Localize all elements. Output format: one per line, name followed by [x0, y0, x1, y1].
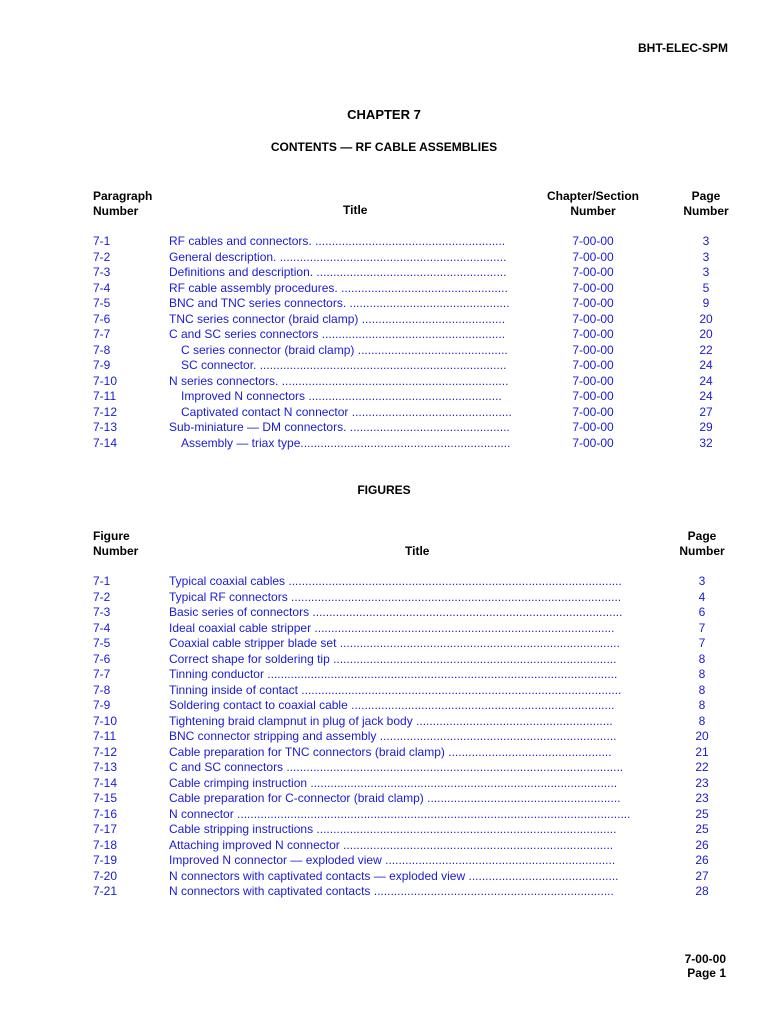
- col-header-section-line1: Chapter/Section: [546, 189, 639, 203]
- figure-page-link[interactable]: 7: [698, 636, 706, 650]
- section-number-link[interactable]: 7-00-00: [572, 296, 614, 310]
- page-number-link[interactable]: 22: [699, 342, 713, 357]
- figure-page-link[interactable]: 26: [695, 853, 709, 867]
- figure-page-link[interactable]: 21: [695, 744, 709, 759]
- paragraph-title-link[interactable]: RF cable assembly procedures. ..................................................: [169, 280, 508, 295]
- col-header-page-line2: Number: [683, 204, 729, 218]
- figure-row[interactable]: [0, 590, 768, 606]
- contents-row[interactable]: [0, 234, 768, 250]
- contents-title: CONTENTS — RF CABLE ASSEMBLIES: [270, 140, 498, 154]
- figure-number-link[interactable]: 7-14: [93, 775, 118, 790]
- paragraph-number-link[interactable]: 7-9: [93, 358, 111, 372]
- document-code: BHT-ELEC-SPM: [638, 41, 728, 55]
- figure-title-link[interactable]: Tightening braid clampnut in plug of jack body ...........................................................: [169, 713, 613, 728]
- figure-page-link[interactable]: 8: [698, 713, 706, 728]
- figure-row[interactable]: [0, 853, 768, 869]
- section-number-link[interactable]: 7-00-00: [572, 327, 614, 341]
- section-number-link[interactable]: 7-00-00: [572, 373, 614, 388]
- paragraph-number-link[interactable]: 7-6: [93, 311, 111, 326]
- figure-row[interactable]: [0, 807, 768, 823]
- section-number-link[interactable]: 7-00-00: [572, 389, 614, 403]
- contents-row[interactable]: [0, 358, 768, 374]
- figure-row[interactable]: [0, 652, 768, 668]
- figure-title-link[interactable]: C and SC connectors .....................................................................................................: [169, 760, 624, 774]
- contents-row[interactable]: [0, 343, 768, 359]
- figure-number-link[interactable]: 7-17: [93, 822, 118, 836]
- figure-row[interactable]: [0, 574, 768, 590]
- section-number-link[interactable]: 7-00-00: [572, 249, 614, 264]
- figure-title-link[interactable]: Ideal coaxial cable stripper ..........................................................................................: [169, 620, 615, 635]
- figure-number-link[interactable]: 7-6: [93, 651, 111, 666]
- figure-title-link[interactable]: Basic series of connectors .............................................................................................: [169, 605, 623, 619]
- contents-row[interactable]: [0, 389, 768, 405]
- col-header-figure-title: Title: [405, 544, 430, 558]
- figure-number-link[interactable]: 7-4: [93, 620, 111, 635]
- paragraph-title-link[interactable]: N series connectors. ....................................................................: [169, 373, 509, 388]
- paragraph-title-link[interactable]: TNC series connector (braid clamp) ...........................................: [169, 311, 506, 326]
- contents-row[interactable]: [0, 436, 768, 452]
- figure-title-link[interactable]: Correct shape for soldering tip .....................................................................................: [169, 651, 617, 666]
- contents-row[interactable]: [0, 327, 768, 343]
- paragraph-title-link[interactable]: Captivated contact N connector ................................................: [181, 404, 512, 419]
- paragraph-number-link[interactable]: 7-1: [93, 234, 111, 248]
- paragraph-number-link[interactable]: 7-13: [93, 420, 118, 434]
- contents-row[interactable]: [0, 374, 768, 390]
- page-number-link[interactable]: 20: [699, 311, 713, 326]
- figures-title: FIGURES: [357, 483, 411, 497]
- page-footer: [685, 952, 726, 980]
- figure-number-link[interactable]: 7-10: [93, 713, 118, 728]
- contents-row[interactable]: [0, 312, 768, 328]
- figure-row[interactable]: [0, 636, 768, 652]
- page-number-link[interactable]: 27: [699, 404, 713, 419]
- figure-title-link[interactable]: N connectors with captivated contacts ........................................................................: [169, 884, 614, 898]
- figure-number-link[interactable]: 7-12: [93, 744, 118, 759]
- figure-number-link[interactable]: 7-20: [93, 868, 118, 883]
- figure-page-link[interactable]: 27: [695, 868, 709, 883]
- figure-title-link[interactable]: Tinning conductor .........................................................................................................: [169, 667, 618, 681]
- paragraph-title-link[interactable]: Improved N connectors ..........................................................: [181, 389, 502, 403]
- figure-number-link[interactable]: 7-9: [93, 698, 111, 712]
- figure-number-link[interactable]: 7-21: [93, 884, 118, 898]
- section-number-link[interactable]: 7-00-00: [572, 265, 614, 279]
- figure-page-link[interactable]: 6: [698, 605, 706, 619]
- paragraph-title-link[interactable]: BNC and TNC series connectors. ................................................: [169, 296, 510, 310]
- page-number-link[interactable]: 24: [699, 373, 713, 388]
- figure-page-link[interactable]: 8: [698, 698, 706, 712]
- col-header-section: [545, 189, 641, 219]
- figure-title-link[interactable]: Cable crimping instruction ............................................................................................: [169, 775, 618, 790]
- footer-section: 7-00-00: [684, 952, 726, 966]
- page-number-link[interactable]: 32: [699, 435, 713, 450]
- col-header-figure-line2: Number: [93, 544, 139, 558]
- col-header-page: [676, 189, 736, 219]
- paragraph-title-link[interactable]: Assembly — triax type...............................................................: [181, 435, 511, 450]
- figure-row[interactable]: [0, 683, 768, 699]
- section-number-link[interactable]: 7-00-00: [572, 358, 614, 372]
- page-number-link[interactable]: 24: [699, 389, 713, 403]
- contents-table: [0, 234, 768, 451]
- section-number-link[interactable]: 7-00-00: [572, 311, 614, 326]
- figure-title-link[interactable]: Improved N connector — exploded view .....................................................................: [169, 853, 616, 867]
- figure-row[interactable]: [0, 760, 768, 776]
- page-number-link[interactable]: 3: [702, 234, 710, 248]
- col-header-figure-page-line2: Number: [679, 544, 725, 558]
- section-number-link[interactable]: 7-00-00: [572, 342, 614, 357]
- figure-title-link[interactable]: BNC connector stripping and assembly .......................................................................: [169, 729, 617, 743]
- figure-title-link[interactable]: Typical coaxial cables ....................................................................................................: [169, 574, 622, 588]
- paragraph-title-link[interactable]: C series connector (braid clamp) .............................................: [181, 342, 508, 357]
- figure-row[interactable]: [0, 605, 768, 621]
- figure-row[interactable]: [0, 838, 768, 854]
- figure-title-link[interactable]: Cable preparation for C-connector (braid clamp) ..........................................................: [169, 791, 621, 805]
- figure-page-link[interactable]: 28: [695, 884, 709, 898]
- footer-page-number: Page 1: [687, 966, 726, 980]
- figure-page-link[interactable]: 8: [698, 651, 706, 666]
- figure-title-link[interactable]: Cable preparation for TNC connectors (braid clamp) .................................................: [169, 744, 612, 759]
- page-number-link[interactable]: 29: [699, 420, 713, 434]
- figure-page-link[interactable]: 7: [698, 620, 706, 635]
- col-header-section-line2: Number: [570, 204, 616, 218]
- col-header-figure: [93, 529, 138, 559]
- figure-page-link[interactable]: 26: [695, 837, 709, 852]
- figure-number-link[interactable]: 7-8: [93, 682, 111, 697]
- figure-page-link[interactable]: 20: [695, 729, 709, 743]
- figure-number-link[interactable]: 7-15: [93, 791, 118, 805]
- paragraph-title-link[interactable]: RF cables and connectors. .........................................................: [169, 234, 506, 248]
- paragraph-title-link[interactable]: SC connector. ..........................................................................: [181, 358, 507, 372]
- figure-number-link[interactable]: 7-13: [93, 760, 118, 774]
- figure-row[interactable]: [0, 698, 768, 714]
- figure-page-link[interactable]: 8: [698, 682, 706, 697]
- figure-row[interactable]: [0, 822, 768, 838]
- page-number-link[interactable]: 9: [702, 296, 710, 310]
- section-number-link[interactable]: 7-00-00: [572, 404, 614, 419]
- chapter-title: CHAPTER 7: [347, 107, 421, 122]
- figure-row[interactable]: [0, 621, 768, 637]
- figure-number-link[interactable]: 7-3: [93, 605, 111, 619]
- paragraph-number-link[interactable]: 7-12: [93, 404, 118, 419]
- figure-row[interactable]: [0, 869, 768, 885]
- figure-title-link[interactable]: Soldering contact to coaxial cable ...............................................................................: [169, 698, 615, 712]
- contents-row[interactable]: [0, 265, 768, 281]
- figure-number-link[interactable]: 7-2: [93, 589, 111, 604]
- page-number-link[interactable]: 5: [702, 280, 710, 295]
- paragraph-number-link[interactable]: 7-7: [93, 327, 111, 341]
- paragraph-number-link[interactable]: 7-2: [93, 249, 111, 264]
- figure-row[interactable]: [0, 729, 768, 745]
- col-header-figure-page: [672, 529, 732, 559]
- col-header-paragraph: [93, 189, 152, 219]
- page-number-link[interactable]: 24: [699, 358, 713, 372]
- figure-page-link[interactable]: 8: [698, 667, 706, 681]
- section-number-link[interactable]: 7-00-00: [572, 420, 614, 434]
- section-number-link[interactable]: 7-00-00: [572, 435, 614, 450]
- figure-row[interactable]: [0, 667, 768, 683]
- figure-number-link[interactable]: 7-16: [93, 806, 118, 821]
- figure-number-link[interactable]: 7-5: [93, 636, 111, 650]
- figure-title-link[interactable]: Coaxial cable stripper blade set ....................................................................................: [169, 636, 620, 650]
- paragraph-title-link[interactable]: Sub-miniature — DM connectors. ................................................: [169, 420, 510, 434]
- figure-title-link[interactable]: Attaching improved N connector .................................................................................: [169, 837, 614, 852]
- figure-row[interactable]: [0, 714, 768, 730]
- figure-page-link[interactable]: 25: [695, 806, 709, 821]
- paragraph-number-link[interactable]: 7-10: [93, 373, 118, 388]
- page-number-link[interactable]: 3: [702, 249, 710, 264]
- figures-table: [0, 574, 768, 900]
- figure-title-link[interactable]: Tinning inside of contact ................................................................................................: [169, 682, 622, 697]
- paragraph-title-link[interactable]: General description. ....................................................................: [169, 249, 507, 264]
- page-number-link[interactable]: 3: [702, 265, 710, 279]
- figure-number-link[interactable]: 7-7: [93, 667, 111, 681]
- contents-row[interactable]: [0, 250, 768, 266]
- paragraph-title-link[interactable]: C and SC series connectors .......................................................: [169, 327, 506, 341]
- figure-row[interactable]: [0, 776, 768, 792]
- paragraph-number-link[interactable]: 7-5: [93, 296, 111, 310]
- figure-page-link[interactable]: 23: [695, 791, 709, 805]
- figure-title-link[interactable]: N connectors with captivated contacts — exploded view .............................................: [169, 868, 619, 883]
- contents-row[interactable]: [0, 281, 768, 297]
- paragraph-title-link[interactable]: Definitions and description. .........................................................: [169, 265, 507, 279]
- paragraph-number-link[interactable]: 7-14: [93, 435, 118, 450]
- contents-row[interactable]: [0, 296, 768, 312]
- col-header-paragraph-line1: Paragraph: [93, 189, 153, 203]
- figure-title-link[interactable]: Typical RF connectors ...................................................................................................: [169, 589, 622, 604]
- col-header-figure-page-line1: Page: [687, 529, 717, 543]
- figure-number-link[interactable]: 7-18: [93, 837, 118, 852]
- figure-row[interactable]: [0, 884, 768, 900]
- paragraph-number-link[interactable]: 7-11: [93, 389, 117, 403]
- figure-title-link[interactable]: N connector ......................................................................................................................: [169, 806, 631, 821]
- figure-page-link[interactable]: 22: [695, 760, 709, 774]
- figure-page-link[interactable]: 25: [695, 822, 709, 836]
- col-header-title: Title: [343, 203, 368, 217]
- contents-row[interactable]: [0, 420, 768, 436]
- figure-row[interactable]: [0, 745, 768, 761]
- paragraph-number-link[interactable]: 7-8: [93, 342, 111, 357]
- col-header-figure-line1: Figure: [93, 529, 130, 543]
- page-number-link[interactable]: 20: [699, 327, 713, 341]
- col-header-page-line1: Page: [691, 189, 721, 203]
- figure-number-link[interactable]: 7-11: [93, 729, 117, 743]
- paragraph-number-link[interactable]: 7-3: [93, 265, 111, 279]
- figure-page-link[interactable]: 4: [698, 589, 706, 604]
- figure-number-link[interactable]: 7-19: [93, 853, 118, 867]
- figure-row[interactable]: [0, 791, 768, 807]
- section-number-link[interactable]: 7-00-00: [572, 280, 614, 295]
- paragraph-number-link[interactable]: 7-4: [93, 280, 111, 295]
- figure-page-link[interactable]: 23: [695, 775, 709, 790]
- contents-row[interactable]: [0, 405, 768, 421]
- figure-page-link[interactable]: 3: [698, 574, 706, 588]
- figure-title-link[interactable]: Cable stripping instructions ..........................................................................................: [169, 822, 617, 836]
- section-number-link[interactable]: 7-00-00: [572, 234, 614, 248]
- figure-number-link[interactable]: 7-1: [93, 574, 111, 588]
- col-header-paragraph-line2: Number: [93, 204, 139, 218]
